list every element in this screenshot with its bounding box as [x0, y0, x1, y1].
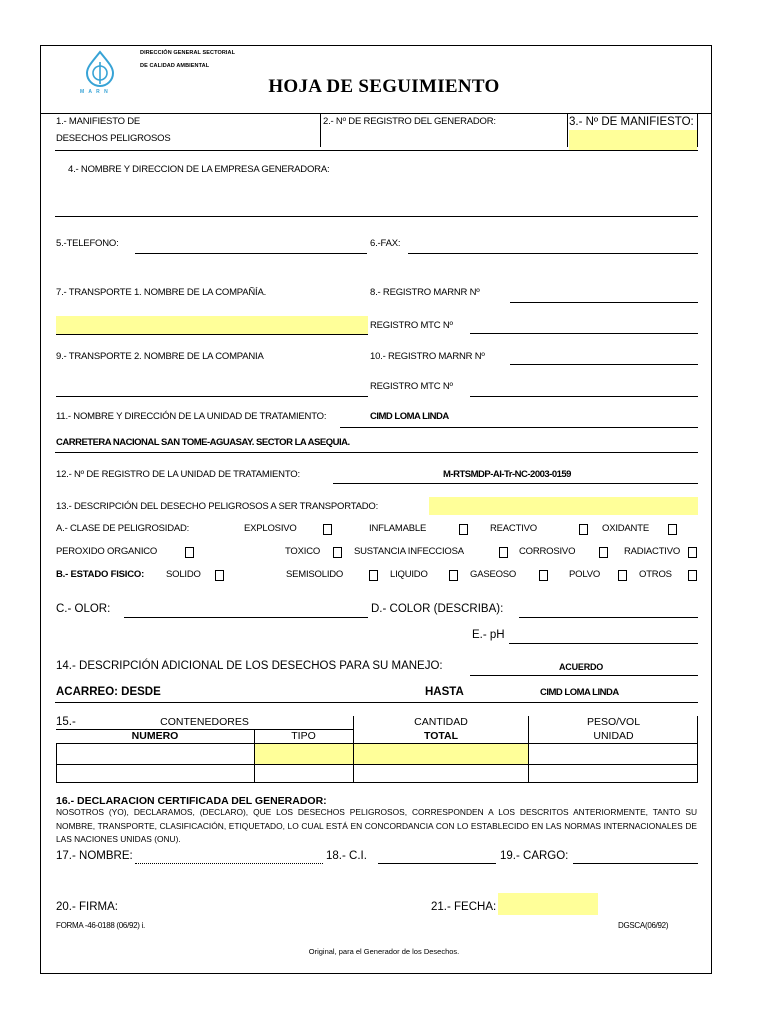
f19-label: 19.- CARGO:: [500, 850, 569, 862]
f1-label-1: 1.- MANIFIESTO DE: [56, 116, 141, 127]
reactivo-label: REACTIVO: [490, 523, 537, 534]
nombre-field[interactable]: [135, 863, 323, 864]
divider: [55, 702, 698, 703]
f13-label: 13.- DESCRIPCIÓN DEL DESECHO PELIGROSOS A SER TRANSPORTADO:: [56, 501, 379, 512]
f21-label: 21.- FECHA:: [431, 901, 497, 913]
divider: [320, 113, 321, 147]
total-header: TOTAL: [423, 730, 459, 742]
ph-field[interactable]: [509, 643, 698, 644]
solido-label: SOLIDO: [166, 569, 201, 580]
divider: [340, 427, 698, 428]
liquido-label: LIQUIDO: [390, 569, 428, 580]
transporte2-field[interactable]: [56, 396, 368, 397]
f14-value: ACUERDO: [559, 662, 604, 672]
cantidad-header: CANTIDAD: [414, 716, 468, 728]
olor-label: C.- OLOR:: [56, 603, 111, 615]
table-row-line: [56, 764, 698, 765]
f16-title: 16.- DECLARACION CERTIFICADA DEL GENERADOR:: [56, 795, 327, 807]
mtc1-label: REGISTRO MTC Nº: [370, 320, 453, 331]
mtc1-field[interactable]: [470, 333, 698, 334]
tipo-cantidad-cell[interactable]: [254, 744, 528, 764]
contenedores-header: CONTENEDORES: [160, 716, 249, 728]
clase-label: A.- CLASE DE PELIGROSIDAD:: [56, 523, 190, 534]
f10-label: 10.- REGISTRO MARNR Nº: [370, 351, 485, 362]
form-title: HOJA DE SEGUIMIENTO: [268, 76, 500, 97]
divider: [55, 452, 698, 453]
f8-label: 8.- REGISTRO MARNR Nº: [370, 287, 480, 298]
f12-value: M-RTSMDP-AI-Tr-NC-2003-0159: [443, 469, 571, 480]
divider: [333, 483, 698, 484]
table-col-line: [697, 716, 698, 782]
numero-header: NUMERO: [131, 730, 179, 742]
otros-checkbox[interactable]: [688, 570, 697, 581]
table-col-line: [353, 716, 354, 782]
f1-label-2: DESECHOS PELIGROSOS: [56, 133, 171, 144]
corrosivo-checkbox[interactable]: [599, 547, 608, 558]
transporte1-field[interactable]: [56, 316, 368, 334]
gaseoso-label: GASEOSO: [470, 569, 517, 580]
corrosivo-label: CORROSIVO: [519, 546, 576, 557]
f6-label: 6.-FAX:: [370, 238, 401, 249]
hasta-value: CIMD LOMA LINDA: [540, 687, 619, 698]
peso-header: PESO/VOL: [586, 716, 641, 728]
liquido-checkbox[interactable]: [449, 570, 458, 581]
gaseoso-checkbox[interactable]: [539, 570, 548, 581]
f3-label: 3.- Nº DE MANIFIESTO:: [569, 116, 694, 128]
f17-label: 17.- NOMBRE:: [56, 850, 133, 862]
mtc2-label: REGISTRO MTC Nº: [370, 381, 453, 392]
agency-line-2: DE CALIDAD AMBIENTAL: [140, 63, 210, 69]
divider: [56, 744, 57, 745]
divider: [55, 150, 698, 151]
f11-address: CARRETERA NACIONAL SAN TOME-AGUASAY. SECTOR LA ASEQUIA.: [56, 437, 350, 448]
otros-label: OTROS: [639, 569, 672, 580]
table-col-line: [254, 729, 255, 782]
f11-label: 11.- NOMBRE Y DIRECCIÓN DE LA UNIDAD DE TRATAMIENTO:: [56, 411, 327, 422]
divider: [56, 334, 368, 335]
f12-label: 12.- Nº DE REGISTRO DE LA UNIDAD DE TRATAMIENTO:: [56, 469, 300, 480]
polvo-label: POLVO: [569, 569, 601, 580]
inflamable-label: INFLAMABLE: [369, 523, 427, 534]
fax-field[interactable]: [408, 253, 698, 254]
peroxido-checkbox[interactable]: [185, 547, 194, 558]
f14-label: 14.- DESCRIPCIÓN ADICIONAL DE LOS DESECHOS PARA SU MANEJO:: [56, 660, 443, 672]
telefono-field[interactable]: [135, 253, 367, 254]
original-note: Original, para el Generador de los Desechos.: [308, 947, 460, 956]
divider: [40, 113, 712, 114]
logo-text: M A R N: [80, 89, 110, 95]
toxico-label: TOXICO: [285, 546, 321, 557]
table-col-line: [56, 743, 57, 782]
generator-field-line[interactable]: [55, 216, 698, 217]
infecciosa-checkbox[interactable]: [499, 547, 508, 558]
f2-label: 2.- Nº DE REGISTRO DEL GENERADOR:: [323, 116, 496, 127]
fecha-field[interactable]: [498, 893, 598, 915]
oxidante-label: OXIDANTE: [602, 523, 649, 534]
descripcion-field[interactable]: [429, 497, 698, 515]
semisolido-checkbox[interactable]: [369, 570, 378, 581]
color-label: D.- COLOR (DESCRIBA):: [371, 603, 504, 615]
peroxido-label: PEROXIDO ORGANICO: [56, 546, 158, 557]
marnr1-field[interactable]: [510, 302, 698, 303]
f7-label: 7.- TRANSPORTE 1. NOMBRE DE LA COMPAÑÍA.: [56, 287, 267, 298]
hasta-label: HASTA: [425, 686, 464, 698]
infecciosa-label: SUSTANCIA INFECCIOSA: [354, 546, 464, 557]
agency-line-1: DIRECCIÓN GENERAL SECTORIAL: [140, 50, 236, 56]
toxico-checkbox[interactable]: [333, 547, 342, 558]
oxidante-checkbox[interactable]: [668, 524, 677, 535]
declaration-text: NOSOTROS (YO), DECLARAMOS, (DECLARO), QUE LOS DESECHOS PELIGROSOS, CORRESPONDEN A LOS DESCRITOS ANTERIORMENTE, TANTO SU NOMBRE, TRANSPORTE, CLASIFICACIÓN, ETIQUETADO, LO CUAL ESTÁ EN CONCORDANCIA CON LO ESTABLECIDO EN LAS NORMAS INTERNACIONALES DE LAS NACIONES UNIDAS (ONU).: [56, 807, 697, 844]
table-col-line: [528, 716, 529, 782]
color-field[interactable]: [519, 617, 698, 618]
ph-label: E.- pH: [472, 629, 505, 641]
radiactivo-checkbox[interactable]: [688, 547, 697, 558]
explosivo-label: EXPLOSIVO: [244, 523, 297, 534]
f20-label: 20.- FIRMA:: [56, 901, 118, 913]
table-row-line: [56, 743, 698, 744]
estado-label: B.- ESTADO FISICO:: [56, 569, 145, 580]
inflamable-checkbox[interactable]: [459, 524, 468, 535]
divider: [567, 113, 568, 147]
f5-label: 5.-TELEFONO:: [56, 238, 119, 249]
reactivo-checkbox[interactable]: [579, 524, 588, 535]
forma-code: FORMA -46-0188 (06/92) i.: [56, 921, 145, 930]
olor-field[interactable]: [124, 617, 368, 618]
manifiesto-number-field[interactable]: [569, 130, 697, 150]
explosivo-checkbox[interactable]: [323, 524, 332, 535]
solido-checkbox[interactable]: [215, 570, 224, 581]
f4-label: 4.- NOMBRE Y DIRECCION DE LA EMPRESA GENERADORA:: [68, 164, 330, 175]
f11-value: CIMD LOMA LINDA: [370, 411, 449, 422]
semisolido-label: SEMISOLIDO: [286, 569, 344, 580]
mtc2-field[interactable]: [470, 396, 698, 397]
polvo-checkbox[interactable]: [618, 570, 627, 581]
table-number: 15.-: [56, 716, 76, 728]
tipo-header: TIPO: [291, 730, 316, 742]
dgsca-code: DGSCA(06/92): [618, 921, 669, 930]
radiactivo-label: RADIACTIVO: [624, 546, 681, 557]
f18-label: 18.- C.I.: [326, 850, 367, 862]
acarreo-label: ACARREO: DESDE: [56, 686, 161, 698]
table-row-line: [56, 782, 698, 783]
ci-field[interactable]: [378, 863, 496, 864]
divider: [470, 675, 698, 676]
cargo-field[interactable]: [573, 863, 698, 864]
marnr2-field[interactable]: [510, 364, 698, 365]
f9-label: 9.- TRANSPORTE 2. NOMBRE DE LA COMPANIA: [56, 351, 264, 362]
unidad-header: UNIDAD: [593, 730, 634, 742]
divider: [697, 113, 698, 147]
